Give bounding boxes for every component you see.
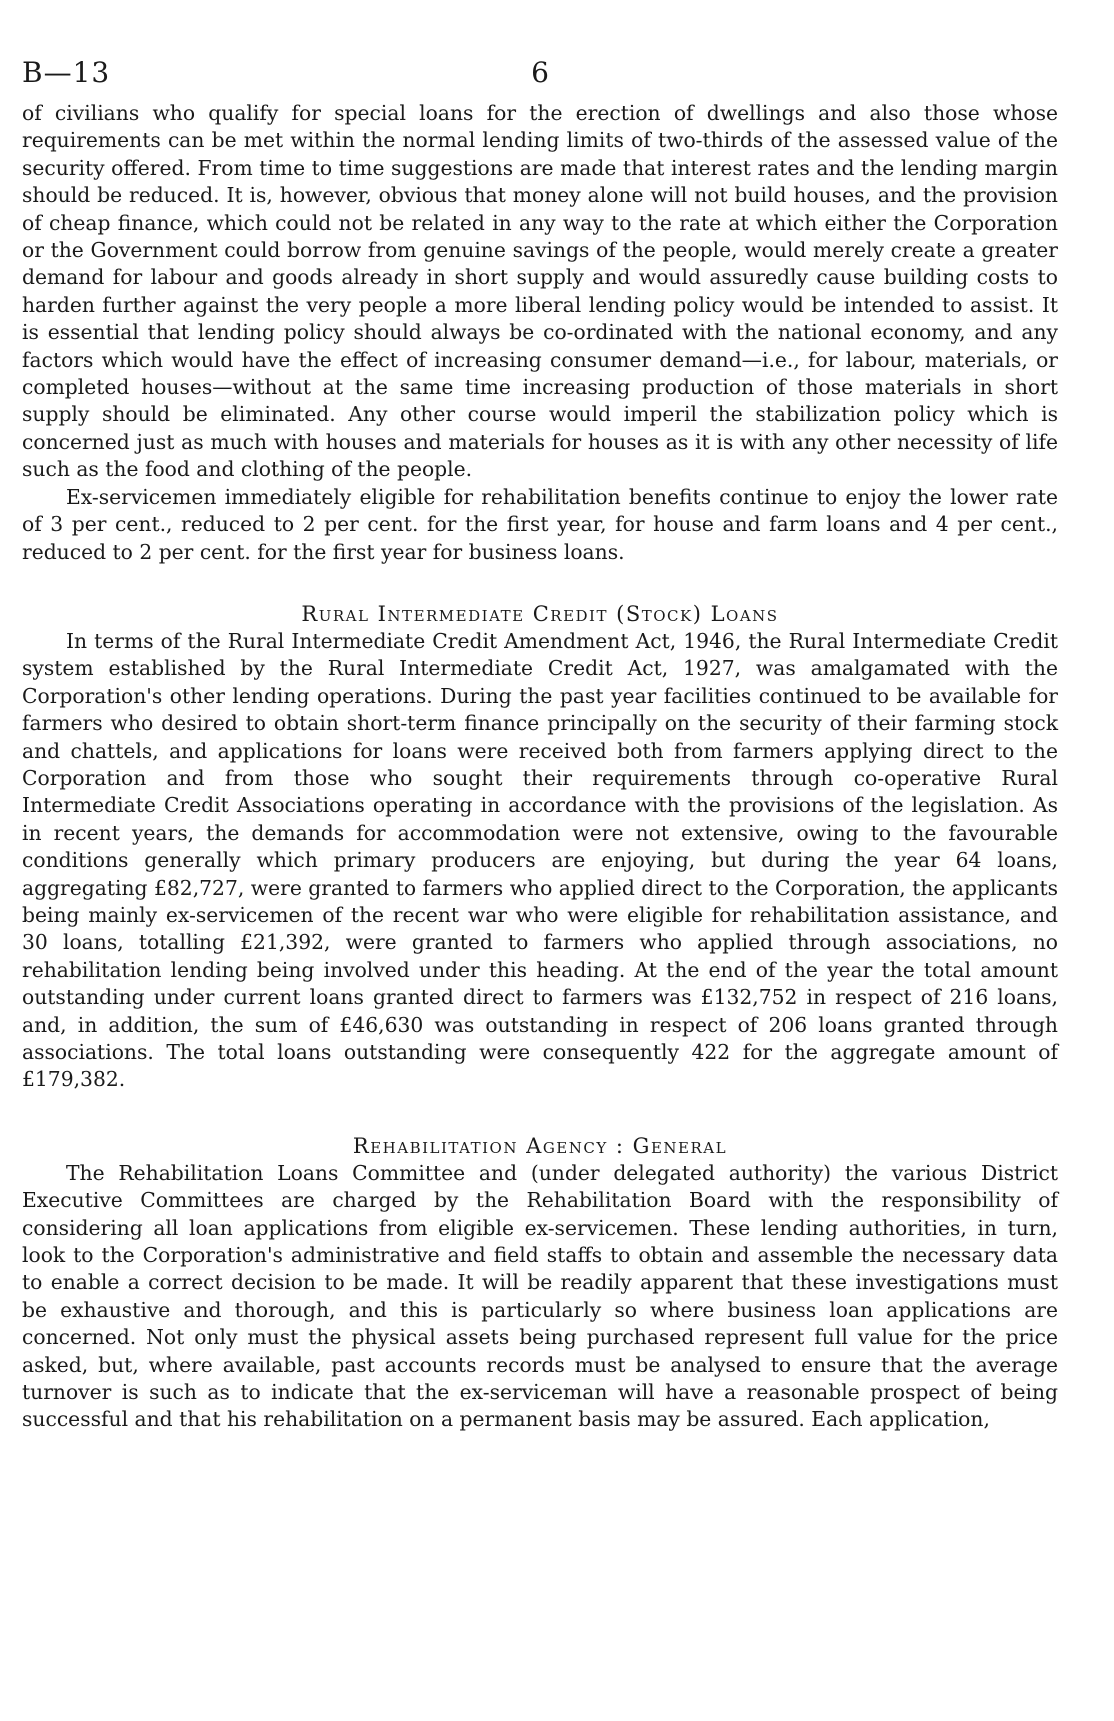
document-body	[22, 100, 1058, 1434]
section-heading-rehabilitation: Rehabilitation Agency : General	[352, 1133, 728, 1158]
page-number: 6	[531, 56, 549, 89]
document-code: B—13	[22, 56, 111, 89]
section-heading-rural-credit: Rural Intermediate Credit (Stock) Loans	[301, 601, 779, 626]
paragraph-rural-credit: In terms of the Rural Intermediate Credit Amendment Act, 1946, the Rural Intermediate Credit system established by the Rural Intermediate Credit Act, 1927, was amalgamated with the Corporation's other lending operations. During the past year facilities continued to be available for farmers who desired to obtain short-term finance principally on the security of their farming stock and chattels, and applications for loans were received both from farmers applying direct to the Corporation and from those who sought their requirements through co-operative Rural Intermediate Credit Associations operating in accordance with the provisions of the legislation. As in recent years, the demands for accommodation were not extensive, owing to the favourable conditions generally which primary producers are enjoying, but during the year 64 loans, aggregating £82,727, were granted to farmers who applied direct to the Corporation, the applicants being mainly ex-servicemen of the recent war who were eligible for rehabilitation assistance, and 30 loans, totalling £21,392, were granted to farmers who applied through associations, no rehabilitation lending being involved under this heading. At the end of the year the total amount outstanding under current loans granted direct to farmers was £132,752 in respect of 216 loans, and, in addition, the sum of £46,630 was outstanding in respect of 206 loans granted through associations. The total loans outstanding were consequently 422 for the aggregate amount of £179,382.	[22, 628, 1058, 1092]
paragraph-rehabilitation: The Rehabilitation Loans Committee and (under delegated authority) the various District Executive Committees are charged by the Rehabilitation Board with the responsibility of considering all loan applications from eligible ex-servicemen. These lending authorities, in turn, look to the Corporation's administrative and field staffs to obtain and assemble the necessary data to enable a correct decision to be made. It will be readily apparent that these investigations must be exhaustive and thorough, and this is particularly so where business loan applications are concerned. Not only must the physical assets being purchased represent full value for the price asked, but, where available, past accounts records must be analysed to ensure that the average turnover is such as to indicate that the ex-serviceman will have a reasonable prospect of being successful and that his rehabilitation on a permanent basis may be assured. Each application,	[22, 1160, 1058, 1432]
paragraph-ex-servicemen-rates: Ex-servicemen immediately eligible for rehabilitation benefits continue to enjoy the lower rate of 3 per cent., reduced to 2 per cent. for the first year, for house and farm loans and 4 per cent., reduced to 2 per cent. for the first year for business loans.	[22, 484, 1058, 564]
paragraph-lending-policy: of civilians who qualify for special loans for the erection of dwellings and also those whose requirements can be met within the normal lending limits of two-thirds of the assessed value of the security offered. From time to time suggestions are made that interest rates and the lending margin should be reduced. It is, however, obvious that money alone will not build houses, and the provision of cheap finance, which could not be related in any way to the rate at which either the Corporation or the Government could borrow from genuine savings of the people, would merely create a greater demand for labour and goods already in short supply and would assuredly cause building costs to harden further against the very people a more liberal lending policy would be intended to assist. It is essential that lending policy should always be co-ordinated with the national economy, and any factors which would have the effect of increasing consumer demand—i.e., for labour, materials, or completed houses—without at the same time increasing production of those materials in short supply should be eliminated. Any other course would imperil the stabilization policy which is concerned just as much with houses and materials for houses as it is with any other necessity of life such as the food and clothing of the people.	[22, 101, 1058, 482]
page-header	[22, 44, 1058, 100]
